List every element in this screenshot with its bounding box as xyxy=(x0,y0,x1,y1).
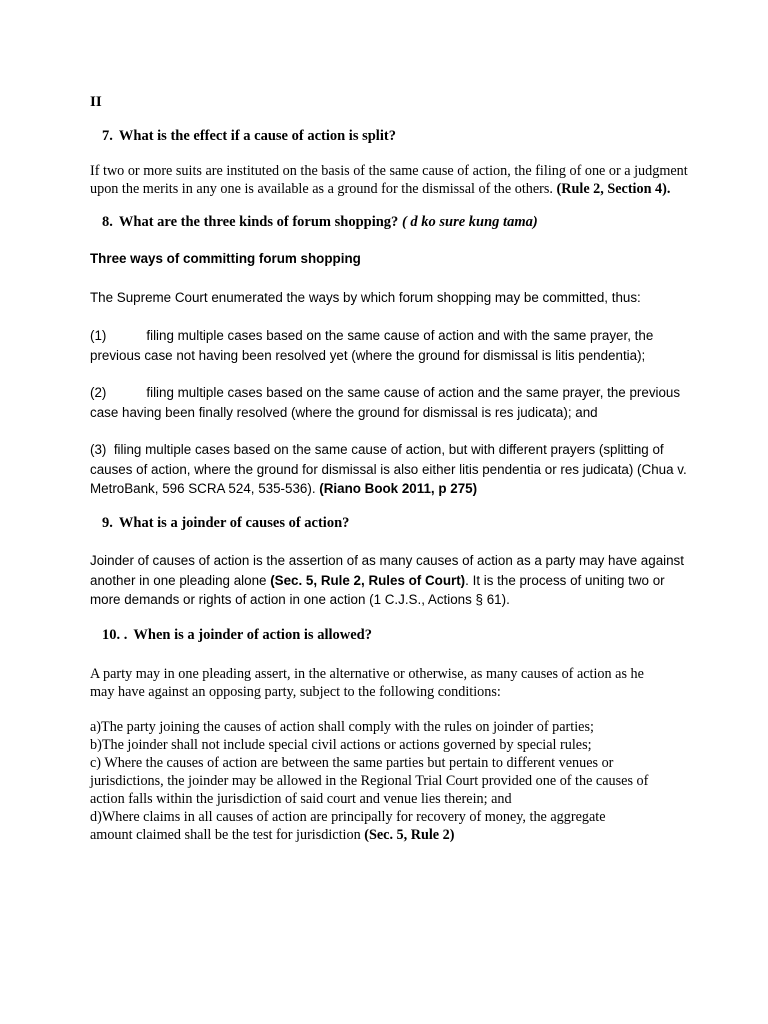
question-10-heading xyxy=(90,627,690,644)
condition-b-marker: b) xyxy=(90,737,102,753)
question-8-number: 8. xyxy=(102,214,113,230)
forum-shopping-item-3 xyxy=(90,440,690,499)
condition-c-marker: c) xyxy=(90,755,102,771)
question-7-number: 7. xyxy=(102,128,113,144)
question-7-heading xyxy=(90,128,690,145)
item-3-text: filing multiple cases based on the same cause of action, but with different prayers (splitting of causes of action, where the ground for dismissal is also either litis pendentia or res judicata) (Chua v. MetroBank, 596 SCRA 524, 535-536). xyxy=(90,442,687,496)
item-3-marker: (3) xyxy=(90,442,107,457)
forum-shopping-item-1 xyxy=(90,326,690,365)
question-9-text: What is a joinder of causes of action? xyxy=(118,515,350,531)
condition-c xyxy=(90,754,650,808)
question-8-citation: (Riano Book 2011, p 275) xyxy=(319,481,478,496)
item-1-marker: (1) xyxy=(90,328,107,343)
forum-shopping-item-2 xyxy=(90,383,690,422)
item-2-marker: (2) xyxy=(90,385,107,400)
question-9-answer-after: . It is the process of uniting two or more demands or rights of action in one action (1 C.J.S., Actions § 61). xyxy=(90,572,665,607)
question-7-text: What is the effect if a cause of action is split? xyxy=(118,128,396,144)
condition-a xyxy=(90,718,650,736)
condition-a-text: The party joining the causes of action shall comply with the rules on joinder of parties; xyxy=(101,719,594,735)
question-8-aside: ( d ko sure kung tama) xyxy=(401,214,538,230)
question-10-text: When is a joinder of action is allowed? xyxy=(133,627,372,643)
condition-d xyxy=(90,808,650,844)
question-9-citation: (Sec. 5, Rule 2, Rules of Court) xyxy=(270,572,466,588)
forum-shopping-intro: The Supreme Court enumerated the ways by which forum shopping may be committed, thus: xyxy=(90,290,641,305)
question-7-citation: (Rule 2, Section 4). xyxy=(556,181,671,197)
item-1-text: filing multiple cases based on the same cause of action and with the same prayer, the previous case not having been resolved yet (where the ground for dismissal is litis pendentia); xyxy=(90,328,654,363)
condition-b xyxy=(90,736,650,754)
question-9-heading xyxy=(90,515,690,532)
question-7-answer-text: If two or more suits are instituted on the basis of the same cause of action, the filing of one or a judgment upon the merits in any one is available as a ground for the dismissal of the others. xyxy=(90,163,688,197)
question-8-text: What are the three kinds of forum shopping? xyxy=(118,214,399,230)
question-10-conditions xyxy=(90,718,650,844)
condition-d-marker: d) xyxy=(90,809,102,825)
condition-d-text: Where claims in all causes of action are principally for recovery of money, the aggregate amount claimed shall be the test for jurisdiction xyxy=(90,809,606,843)
question-7-answer xyxy=(90,162,688,198)
condition-b-text: The joinder shall not include special civil actions or actions governed by special rules; xyxy=(101,737,592,753)
section-label: II xyxy=(90,94,102,110)
question-10-number: 10. . xyxy=(102,627,128,643)
question-10-intro: A party may in one pleading assert, in the alternative or otherwise, as many causes of action as he may have against an opposing party, subject to the following conditions: xyxy=(90,666,644,700)
question-10-citation: (Sec. 5, Rule 2) xyxy=(364,827,455,843)
condition-a-marker: a) xyxy=(90,719,102,735)
question-9-answer xyxy=(90,551,690,610)
question-9-answer-before: Joinder of causes of action is the assertion of as many causes of action as a party may have against another in one pleading alone xyxy=(90,553,684,588)
item-2-text: filing multiple cases based on the same cause of action and the same prayer, the previous case having been finally resolved (where the ground for dismissal is res judicata); and xyxy=(90,385,681,420)
forum-shopping-subheading: Three ways of committing forum shopping xyxy=(90,251,361,266)
condition-c-text: Where the causes of action are between the same parties but pertain to different venues or jurisdictions, the joinder may be allowed in the Regional Trial Court provided one of the causes of action falls within the jurisdiction of said court and venue lies therein; and xyxy=(90,755,649,807)
question-9-number: 9. xyxy=(102,515,113,531)
question-8-heading xyxy=(90,214,690,231)
